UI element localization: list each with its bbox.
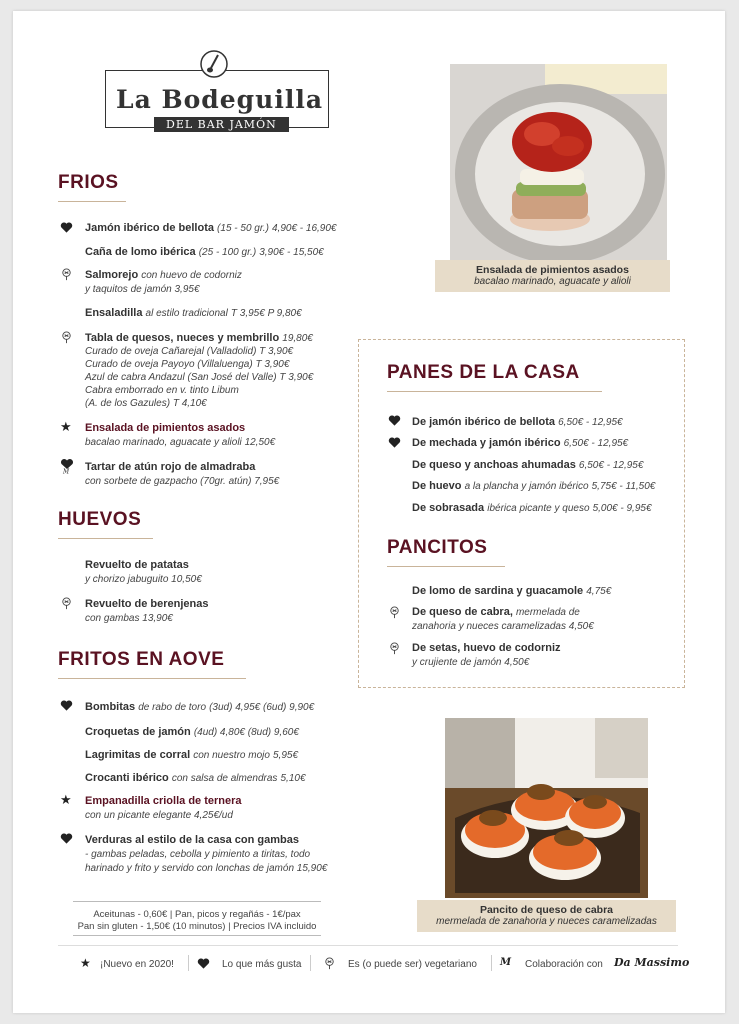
vegetarian-icon <box>60 331 73 344</box>
logo-subtitle: DEL BAR JAMÓN <box>154 117 289 132</box>
menu-item-pan-mechada: De mechada y jamón ibérico 6,50€ - 12,95€ <box>412 437 629 449</box>
menu-item-ensaladilla: Ensaladilla al estilo tradicional T 3,95€ P 9,80€ <box>85 307 302 319</box>
photo-caption-ensalada <box>435 260 670 292</box>
menu-item-pancito-setas: De setas, huevo de codorniz <box>412 642 561 654</box>
heart-icon <box>60 221 73 234</box>
divider <box>73 901 321 902</box>
section-title-huevos: HUEVOS <box>58 509 142 530</box>
menu-item-pan-sobrasada: De sobrasada ibérica picante y queso 5,00€ - 9,95€ <box>412 502 652 514</box>
legend-colab: Colaboración con <box>525 959 603 970</box>
info-line: Pan sin gluten - 1,50€ (10 minutos) | Precios IVA incluido <box>77 921 317 932</box>
tabla-line: Curado de oveja Cañarejal (Valladolid) T 3,90€ <box>85 346 294 357</box>
menu-item-tartar: Tartar de atún rojo de almadraba <box>85 461 256 473</box>
vegetarian-icon <box>60 597 73 610</box>
menu-item-bombitas: Bombitas de rabo de toro (3ud) 4,95€ (6ud) 9,90€ <box>85 701 315 713</box>
menu-item-verduras: Verduras al estilo de la casa con gambas <box>85 834 299 846</box>
divider <box>58 678 246 679</box>
divider <box>58 945 678 946</box>
divider <box>491 955 492 971</box>
heart-icon <box>197 957 210 970</box>
photo-pancito <box>445 718 648 898</box>
legend-nuevo: ¡Nuevo en 2020! <box>100 959 174 970</box>
item-desc: y taquitos de jamón 3,95€ <box>85 284 200 295</box>
caption-title: Ensalada de pimientos asados <box>476 264 629 276</box>
menu-item-crocanti: Crocanti ibérico con salsa de almendras 5,10€ <box>85 772 306 784</box>
menu-item-pan-jamon: De jamón ibérico de bellota 6,50€ - 12,95€ <box>412 416 623 428</box>
divider <box>58 201 126 202</box>
section-title-frios: FRIOS <box>58 172 119 193</box>
menu-item-revuelto-berenjenas: Revuelto de berenjenas <box>85 598 209 610</box>
damassimo-icon: M <box>500 957 512 968</box>
photo-caption-pancito <box>417 900 676 932</box>
caption-subtitle: bacalao marinado, aguacate y alioli <box>474 276 631 287</box>
caption-subtitle: mermelada de zanahoria y nueces caramelizadas <box>436 916 657 927</box>
menu-item-cana: Caña de lomo ibérica (25 - 100 gr.) 3,90€ - 15,50€ <box>85 246 324 258</box>
logo-title: La Bodeguilla <box>116 85 324 114</box>
verduras-line: - gambas peladas, cebolla y pimiento a tiritas, todo <box>85 849 311 860</box>
item-desc: zanahoria y nueces caramelizadas 4,50€ <box>412 621 594 632</box>
menu-item-lagrimitas: Lagrimitas de corral con nuestro mojo 5,95€ <box>85 749 299 761</box>
menu-item-pancito-cabra: De queso de cabra, mermelada de <box>412 606 580 618</box>
heart-icon <box>60 699 73 712</box>
damassimo-heart-icon <box>60 458 74 474</box>
menu-page <box>13 11 725 1013</box>
divider <box>188 955 189 971</box>
tabla-line: (A. de los Gazules) T 4,10€ <box>85 398 207 409</box>
heart-icon <box>388 414 401 427</box>
menu-item-pan-huevo: De huevo a la plancha y jamón ibérico 5,75€ - 11,50€ <box>412 480 656 492</box>
section-title-panes: PANES DE LA CASA <box>387 362 580 383</box>
item-desc: con sorbete de gazpacho (70gr. atún) 7,95€ <box>85 476 280 487</box>
heart-icon <box>388 436 401 449</box>
vegetarian-icon <box>60 268 73 281</box>
item-desc: con un picante elegante 4,25€/ud <box>85 810 233 821</box>
damassimo-logo: Da Massimo <box>614 956 690 969</box>
item-desc: y crujiente de jamón 4,50€ <box>412 657 530 668</box>
divider <box>387 391 602 392</box>
star-icon: ★ <box>60 419 72 434</box>
ham-leg-icon <box>199 49 229 79</box>
section-title-pancitos: PANCITOS <box>387 537 488 558</box>
tabla-line: Curado de oveja Payoyo (Villaluenga) T 3,90€ <box>85 359 290 370</box>
menu-item-revuelto-patatas: Revuelto de patatas <box>85 559 189 571</box>
divider <box>73 935 321 936</box>
tabla-line: Azul de cabra Andazul (San José del Valle) T 3,90€ <box>85 372 314 383</box>
vegetarian-icon <box>323 957 336 970</box>
menu-item-croquetas: Croquetas de jamón (4ud) 4,80€ (8ud) 9,60€ <box>85 726 299 738</box>
item-desc: con gambas 13,90€ <box>85 613 173 624</box>
photo-ensalada <box>450 64 667 269</box>
star-icon: ★ <box>60 792 72 807</box>
section-title-fritos: FRITOS EN AOVE <box>58 649 225 670</box>
pancito-image <box>445 718 648 898</box>
legend-gusta: Lo que más gusta <box>222 959 302 970</box>
menu-item-empanadilla: Empanadilla criolla de ternera <box>85 795 242 807</box>
item-desc: y chorizo jabuguito 10,50€ <box>85 574 202 585</box>
menu-item-salmorejo: Salmorejo con huevo de codorniz <box>85 269 242 281</box>
vegetarian-icon <box>388 642 401 655</box>
menu-item-pan-queso: De queso y anchoas ahumadas 6,50€ - 12,95€ <box>412 459 644 471</box>
svg-text:M: M <box>63 468 70 474</box>
star-icon: ★ <box>80 956 91 970</box>
item-desc: bacalao marinado, aguacate y alioli 12,50€ <box>85 437 276 448</box>
menu-item-jamon: Jamón ibérico de bellota (15 - 50 gr.) 4,90€ - 16,90€ <box>85 222 337 234</box>
divider <box>310 955 311 971</box>
divider <box>387 566 505 567</box>
vegetarian-icon <box>388 606 401 619</box>
legend-vegetariano: Es (o puede ser) vegetariano <box>348 959 477 970</box>
menu-item-tabla: Tabla de quesos, nueces y membrillo 19,80€ <box>85 332 313 344</box>
info-line: Aceitunas - 0,60€ | Pan, picos y regañás - 1€/pax <box>93 909 301 920</box>
menu-item-pancito-sardina: De lomo de sardina y guacamole 4,75€ <box>412 585 612 597</box>
heart-icon <box>60 832 73 845</box>
tabla-line: Cabra emborrado en v. tinto Libum <box>85 385 239 396</box>
ensalada-image <box>450 64 667 269</box>
divider <box>58 538 153 539</box>
menu-item-pimientos: Ensalada de pimientos asados <box>85 422 246 434</box>
verduras-line: harinado y frito y servido con lonchas de jamón 15,90€ <box>85 863 328 874</box>
caption-title: Pancito de queso de cabra <box>479 904 614 916</box>
